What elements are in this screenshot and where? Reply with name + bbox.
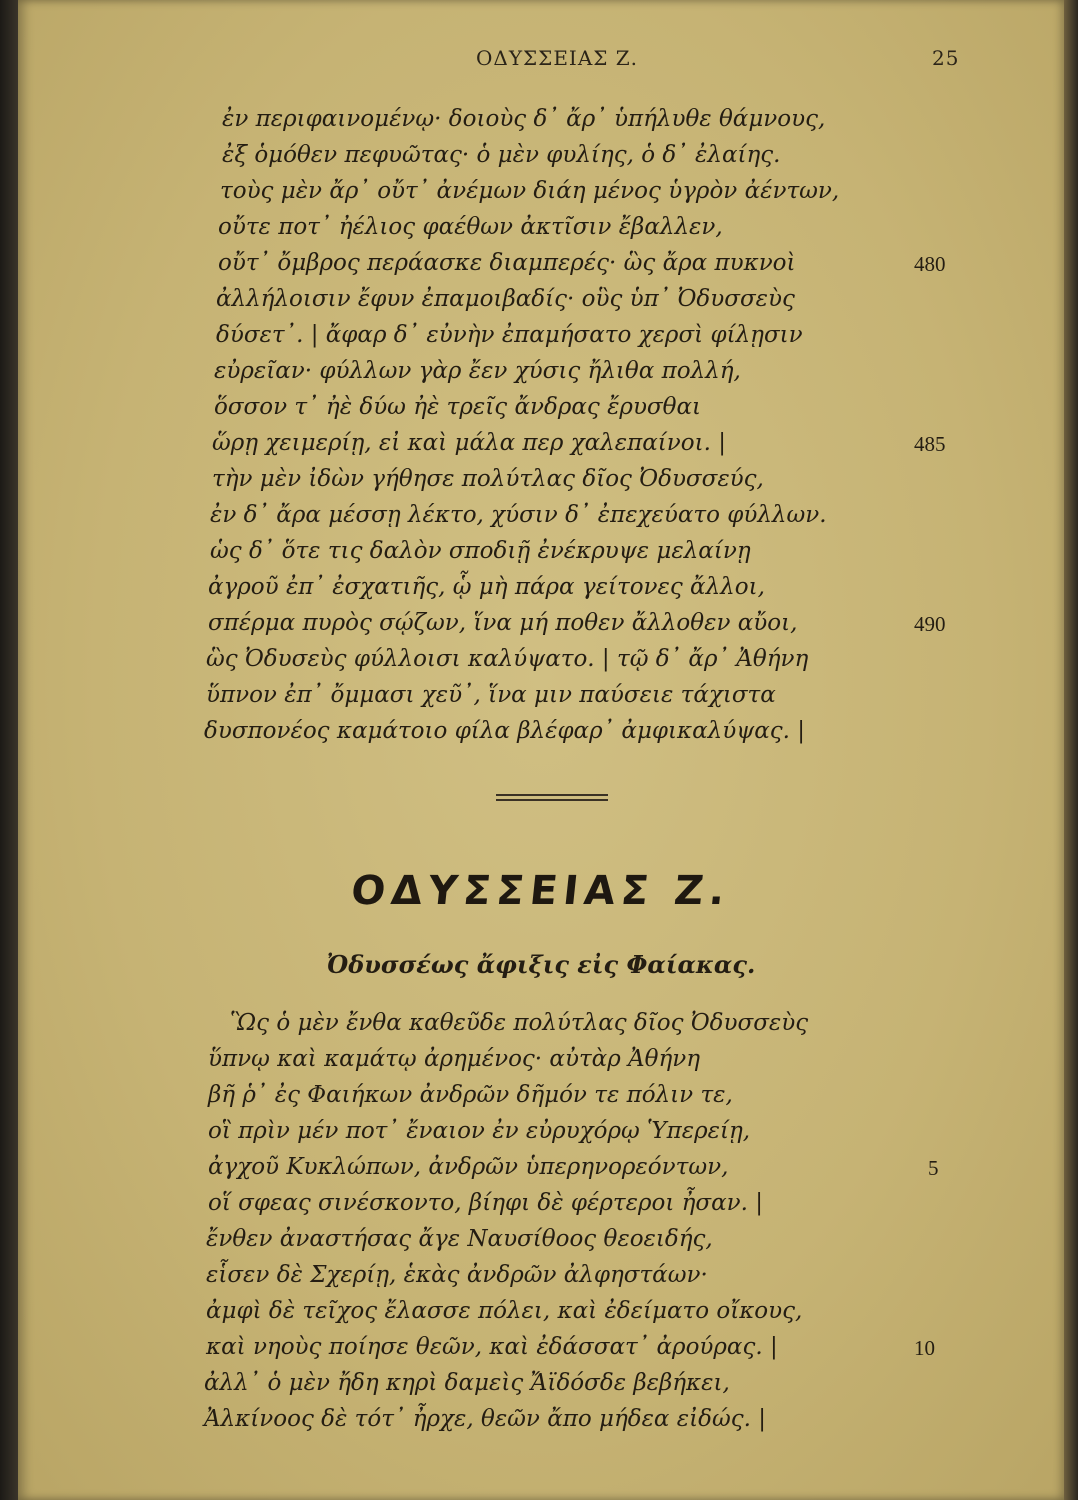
verse-text: ἐν περιφαινομένῳ· δοιοὺς δ᾽ ἄρ᾽ ὑπήλυθε θάμνους,	[222, 106, 826, 132]
verse-text: οὔτε ποτ᾽ ἠέλιος φαέθων ἀκτῖσιν ἔβαλλεν,	[218, 214, 723, 240]
verse-line	[18, 358, 1064, 394]
verse-line	[18, 214, 1064, 250]
verse-text: ὣς Ὀδυσεὺς φύλλοισι καλύψατο. | τῷ δ᾽ ἄρ᾽ Ἀθήνη	[206, 646, 809, 672]
verse-text: δύσετ᾽. | ἄφαρ δ᾽ εὐνὴν ἐπαμήσατο χερσὶ φίλῃσιν	[216, 322, 803, 348]
verse-line	[18, 1190, 1064, 1226]
page-number: 25	[932, 46, 960, 70]
line-number: 10	[914, 1336, 935, 1360]
verse-line	[18, 430, 1064, 466]
verse-line	[18, 322, 1064, 358]
verse-line	[18, 682, 1064, 718]
section-rule-top	[496, 794, 608, 796]
verse-text: ἀμφὶ δὲ τεῖχος ἔλασσε πόλει, καὶ ἐδείματο οἴκους,	[206, 1298, 803, 1324]
line-number: 480	[914, 252, 946, 276]
verse-text: ὅσσον τ᾽ ἠὲ δύω ἠὲ τρεῖς ἄνδρας ἔρυσθαι	[214, 394, 702, 420]
verse-line	[18, 610, 1064, 646]
verse-line	[18, 1010, 1064, 1046]
book-subtitle: Ὀδυσσέως ἄφιξις εἰς Φαίακας.	[326, 950, 756, 979]
verse-line	[18, 538, 1064, 574]
running-head	[18, 44, 1064, 74]
line-number: 485	[914, 432, 946, 456]
verse-line	[18, 1154, 1064, 1190]
section-rule-bottom	[496, 799, 608, 801]
verse-text: οἵ σφεας σινέσκοντο, βίηφι δὲ φέρτεροι ἦσαν. |	[208, 1190, 764, 1216]
line-number: 490	[914, 612, 946, 636]
verse-line	[18, 1262, 1064, 1298]
page-edge	[1064, 0, 1078, 1500]
book-page	[18, 0, 1064, 1500]
verse-text: ἐξ ὁμόθεν πεφυῶτας· ὁ μὲν φυλίης, ὁ δ᾽ ἐλαίης.	[222, 142, 781, 168]
verse-text: τοὺς μὲν ἄρ᾽ οὔτ᾽ ἀνέμων διάη μένος ὑγρὸν ἀέντων,	[220, 178, 840, 204]
verse-text: τὴν μὲν ἰδὼν γήθησε πολύτλας δῖος Ὀδυσσεύς,	[212, 466, 764, 492]
verse-text: εὐρεῖαν· φύλλων γὰρ ἔεν χύσις ἤλιθα πολλή,	[214, 358, 741, 384]
verse-line	[18, 646, 1064, 682]
verse-line	[18, 178, 1064, 214]
verse-text: ἀλλ᾽ ὁ μὲν ἤδη κηρὶ δαμεὶς Ἄϊδόσδε βεβήκει,	[204, 1370, 730, 1396]
verse-line	[18, 250, 1064, 286]
verse-text: ὕπνον ἐπ᾽ ὄμμασι χεῦ᾽, ἵνα μιν παύσειε τάχιστα	[206, 682, 776, 708]
verse-line	[18, 142, 1064, 178]
verse-text: ἀγροῦ ἐπ᾽ ἐσχατιῆς, ᾧ μὴ πάρα γείτονες ἄλλοι,	[208, 574, 765, 600]
verse-text: ὥρῃ χειμερίῃ, εἰ καὶ μάλα περ χαλεπαίνοι. |	[212, 430, 726, 456]
verse-text: οἳ πρὶν μέν ποτ᾽ ἔναιον ἐν εὐρυχόρῳ Ὑπερείῃ,	[208, 1118, 751, 1144]
verse-line	[18, 1226, 1064, 1262]
verse-text: οὔτ᾽ ὄμβρος περάασκε διαμπερές· ὣς ἄρα πυκνοὶ	[218, 250, 796, 276]
verse-line	[18, 1082, 1064, 1118]
verse-line	[18, 1334, 1064, 1370]
verse-text: ἐν δ᾽ ἄρα μέσσῃ λέκτο, χύσιν δ᾽ ἐπεχεύατο φύλλων.	[210, 502, 827, 528]
verse-line	[18, 394, 1064, 430]
verse-line	[18, 1298, 1064, 1334]
book-title: ΟΔΥΣΣΕΙΑΣ Ζ.	[348, 868, 734, 914]
verse-text: καὶ νηοὺς ποίησε θεῶν, καὶ ἐδάσσατ᾽ ἀρούρας. |	[206, 1334, 778, 1360]
verse-line	[18, 1046, 1064, 1082]
verse-line	[18, 718, 1064, 754]
verse-text: ὡς δ᾽ ὅτε τις δαλὸν σποδιῇ ἐνέκρυψε μελαίνῃ	[210, 538, 751, 564]
verse-text: Ἀλκίνοος δὲ τότ᾽ ἦρχε, θεῶν ἄπο μήδεα εἰδώς. |	[204, 1406, 766, 1432]
verse-line	[18, 1118, 1064, 1154]
verse-text: ὕπνῳ καὶ καμάτῳ ἀρημένος· αὐτὰρ Ἀθήνη	[208, 1046, 701, 1072]
verse-text: ἀγχοῦ Κυκλώπων, ἀνδρῶν ὑπερηνορεόντων,	[208, 1154, 729, 1180]
verse-text: σπέρμα πυρὸς σῴζων, ἵνα μή ποθεν ἄλλοθεν αὔοι,	[208, 610, 798, 636]
verse-line	[18, 1406, 1064, 1442]
verse-text: εἷσεν δὲ Σχερίῃ, ἑκὰς ἀνδρῶν ἀλφηστάων·	[206, 1262, 708, 1288]
verse-text: βῆ ῥ᾽ ἐς Φαιήκων ἀνδρῶν δῆμόν τε πόλιν τε,	[208, 1082, 733, 1108]
running-title: ΟΔΥΣΣΕΙΑΣ Ζ.	[476, 46, 639, 70]
verse-line	[18, 286, 1064, 322]
verse-text: δυσπονέος καμάτοιο φίλα βλέφαρ᾽ ἀμφικαλύψας. |	[204, 718, 806, 744]
book-binding	[0, 0, 18, 1500]
line-number: 5	[928, 1156, 939, 1180]
verse-line	[18, 466, 1064, 502]
verse-text: ἀλλήλοισιν ἔφυν ἐπαμοιβαδίς· οὓς ὑπ᾽ Ὀδυσσεὺς	[216, 286, 795, 312]
verse-line	[18, 574, 1064, 610]
verse-line	[18, 106, 1064, 142]
verse-text: ἔνθεν ἀναστήσας ἄγε Ναυσίθοος θεοειδής,	[206, 1226, 713, 1252]
verse-line	[18, 1370, 1064, 1406]
verse-line	[18, 502, 1064, 538]
verse-text: Ὣς ὁ μὲν ἔνθα καθεῦδε πολύτλας δῖος Ὀδυσσεὺς	[230, 1010, 809, 1036]
